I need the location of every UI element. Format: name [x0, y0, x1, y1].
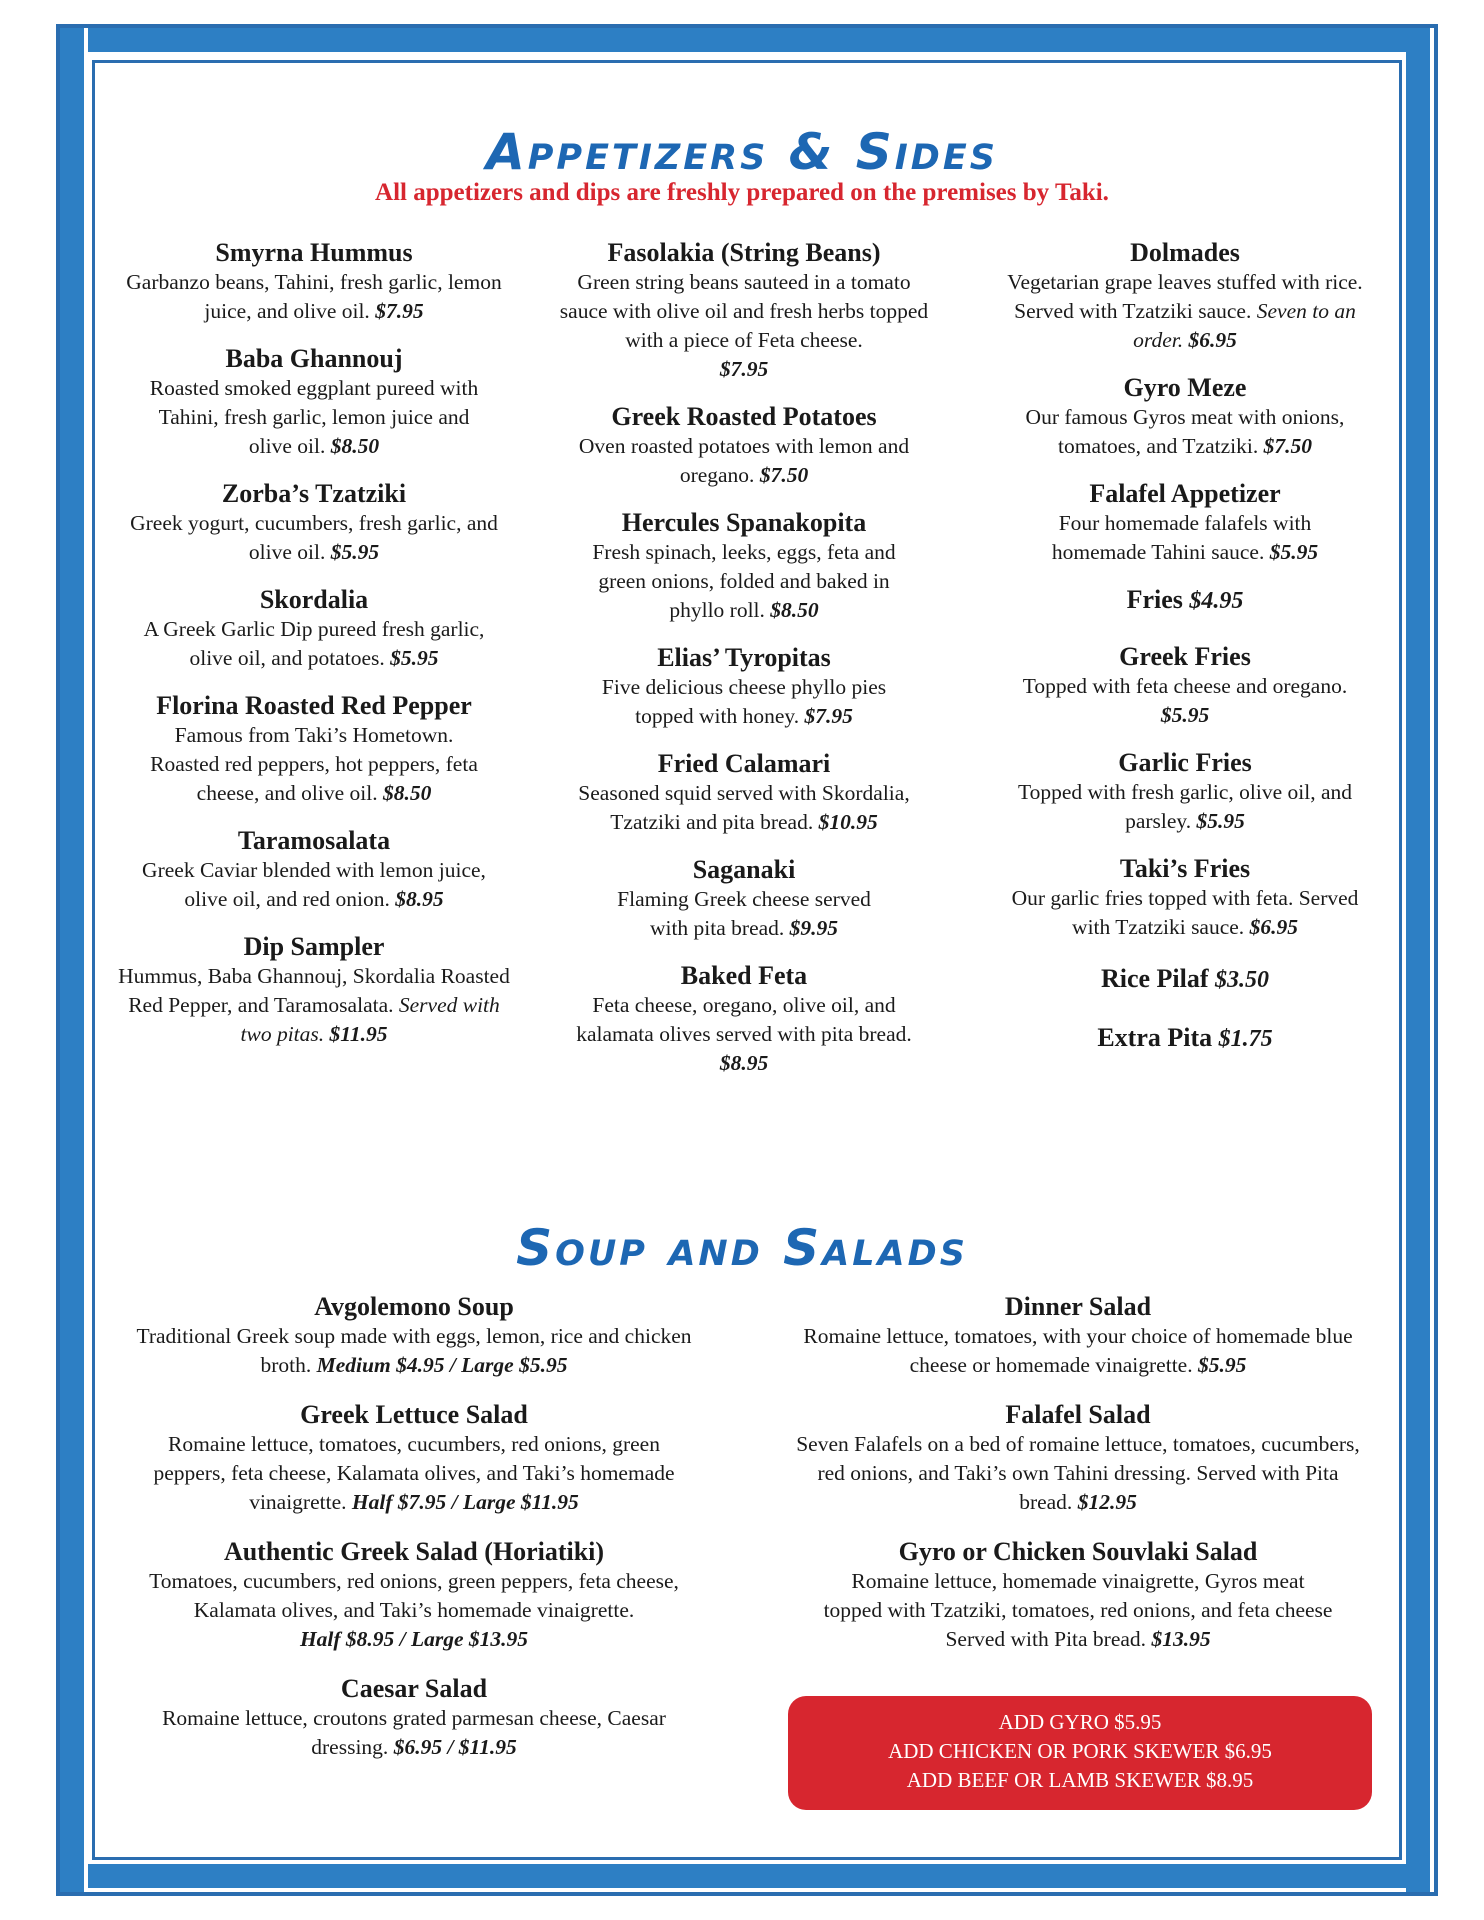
menu-item — [780, 1537, 1376, 1654]
item-price: $8.50 — [330, 434, 380, 458]
item-desc: Four homemade falafels with homemade Tahini sauce. — [1051, 511, 1312, 564]
item-desc: Green string beans sauteed in a tomato sauce with olive oil and fresh herbs topped with a piece of Feta cheese. — [559, 270, 929, 352]
item-name: Greek Fries — [1119, 642, 1251, 671]
item-desc: Traditional Greek soup made with eggs, lemon, rice and chicken broth. — [136, 1324, 692, 1377]
item-price: $7.50 — [1263, 434, 1312, 458]
menu-item — [118, 585, 510, 673]
item-price: Half $7.95 / Large $11.95 — [351, 1490, 579, 1514]
menu-item — [996, 479, 1374, 567]
menu-item — [552, 855, 936, 943]
menu-item — [780, 1292, 1376, 1380]
item-name: Skordalia — [259, 585, 369, 614]
menu-item — [552, 238, 936, 384]
item-name: Caesar Salad — [340, 1674, 488, 1703]
menu-item — [118, 691, 510, 808]
item-price: $6.95 / $11.95 — [393, 1735, 517, 1759]
item-name: Florina Roasted Red Pepper — [156, 691, 472, 720]
soups-column-left — [118, 1292, 710, 1780]
appetizer-column-3 — [996, 238, 1374, 1072]
item-name: Fried Calamari — [657, 749, 831, 778]
item-price: $7.95 — [375, 299, 424, 323]
item-price: $8.50 — [382, 781, 432, 805]
menu-item — [118, 1292, 710, 1380]
item-price: $1.75 — [1218, 1026, 1273, 1052]
item-desc: Famous from Taki’s Hometown. Roasted red peppers, hot peppers, feta cheese, and olive oil. — [150, 723, 478, 805]
appetizers-heading: Appetizers & Sides — [486, 123, 998, 181]
appetizer-column-2 — [552, 238, 936, 1096]
menu-item — [118, 479, 510, 567]
item-price: Medium $4.95 / Large $5.95 — [316, 1353, 568, 1377]
item-price: $10.95 — [818, 810, 878, 834]
item-desc: Topped with fresh garlic, olive oil, and parsley. — [1017, 780, 1353, 833]
item-desc: Romaine lettuce, croutons grated parmesan cheese, Caesar dressing. — [162, 1706, 666, 1759]
menu-item — [996, 964, 1374, 995]
appetizers-subtitle: All appetizers and dips are freshly prepared on the premises by Taki. — [375, 179, 1109, 206]
menu-item — [996, 238, 1374, 355]
addon-line: ADD CHICKEN OR PORK SKEWER $6.95 — [888, 1739, 1272, 1763]
item-desc: Feta cheese, oregano, olive oil, and kalamata olives served with pita bread. — [576, 993, 912, 1046]
greek-key-border-left — [60, 28, 88, 1892]
item-price: $7.50 — [759, 463, 809, 487]
item-desc: A Greek Garlic Dip pureed fresh garlic, olive oil, and potatoes. — [143, 617, 485, 670]
item-desc: Our famous Gyros meat with onions, tomatoes, and Tzatziki. — [1025, 405, 1345, 458]
appetizer-column-1 — [118, 238, 510, 1067]
item-desc: Our garlic fries topped with feta. Served with Tzatziki sauce. — [1011, 886, 1359, 939]
item-desc: Roasted smoked eggplant pureed with Tahini, fresh garlic, lemon juice and olive oil. — [149, 376, 479, 458]
item-price: $7.95 — [804, 704, 853, 728]
item-name: Garlic Fries — [1118, 748, 1252, 777]
menu-item — [552, 749, 936, 837]
item-price: $11.95 — [329, 1022, 388, 1046]
item-desc: Greek Caviar blended with lemon juice, olive oil, and red onion. — [142, 858, 486, 911]
menu-item — [118, 1674, 710, 1762]
item-price: $5.95 — [1160, 703, 1210, 727]
item-name: Rice Pilaf — [1100, 964, 1209, 993]
item-price: $7.95 — [719, 357, 769, 381]
item-name: Zorba’s Tzatziki — [221, 479, 407, 508]
menu-item — [996, 1023, 1374, 1054]
item-name: Authentic Greek Salad (Horiatiki) — [223, 1537, 605, 1566]
addons-box — [788, 1696, 1372, 1810]
item-name: Baked Feta — [680, 961, 808, 990]
item-price: $3.50 — [1215, 967, 1270, 993]
item-name: Elias’ Tyropitas — [657, 643, 831, 672]
item-price: $8.50 — [770, 598, 819, 622]
item-desc: Topped with feta cheese and oregano. — [1022, 674, 1348, 698]
item-price: $9.95 — [789, 916, 839, 940]
item-name: Falafel Appetizer — [1089, 479, 1281, 508]
item-name: Dinner Salad — [1004, 1292, 1152, 1321]
item-desc: Flaming Greek cheese served with pita bread. — [617, 887, 871, 940]
menu-item — [118, 826, 510, 914]
menu-item — [996, 642, 1374, 730]
item-price: $6.95 — [1188, 328, 1237, 352]
item-desc: Greek yogurt, cucumbers, fresh garlic, and olive oil. — [130, 511, 498, 564]
menu-item — [118, 1400, 710, 1517]
item-price: $8.95 — [719, 1051, 769, 1075]
menu-item — [118, 238, 510, 326]
item-name: Fries — [1126, 585, 1183, 614]
item-desc: Romaine lettuce, homemade vinaigrette, Gyros meat topped with Tzatziki, tomatoes, red onions, and feta cheese Served with Pita bread. — [823, 1569, 1333, 1651]
item-name: Falafel Salad — [1005, 1400, 1151, 1429]
item-desc: Romaine lettuce, tomatoes, cucumbers, red onions, green peppers, feta cheese, Kalamata olives, and Taki’s homemade vinaigrette. — [153, 1432, 675, 1514]
menu-item — [552, 961, 936, 1078]
item-name: Greek Roasted Potatoes — [611, 402, 877, 431]
item-name: Smyrna Hummus — [215, 238, 413, 267]
item-price: $5.95 — [1197, 1353, 1247, 1377]
menu-item — [996, 373, 1374, 461]
item-name: Greek Lettuce Salad — [300, 1400, 528, 1429]
menu-item — [996, 854, 1374, 942]
item-name: Hercules Spanakopita — [621, 508, 867, 537]
menu-item — [780, 1400, 1376, 1517]
item-name: Fasolakia (String Beans) — [607, 238, 881, 267]
item-price: Half $8.95 / Large $13.95 — [299, 1627, 529, 1651]
item-desc: Tomatoes, cucumbers, red onions, green peppers, feta cheese, Kalamata olives, and Taki’s homemade vinaigrette. — [149, 1569, 679, 1622]
item-desc: Garbanzo beans, Tahini, fresh garlic, lemon juice, and olive oil. — [126, 270, 502, 323]
item-desc: Romaine lettuce, tomatoes, with your choice of homemade blue cheese or homemade vinaigrette. — [803, 1324, 1353, 1377]
menu-item — [996, 748, 1374, 836]
menu-item — [552, 643, 936, 731]
item-name: Taki’s Fries — [1119, 854, 1251, 883]
item-desc: Five delicious cheese phyllo pies topped with honey. — [601, 675, 887, 728]
greek-key-border-top — [60, 28, 1434, 56]
item-price: $5.95 — [330, 540, 380, 564]
addon-line: ADD GYRO $5.95 — [998, 1710, 1162, 1734]
item-name: Taramosalata — [237, 826, 391, 855]
menu-item — [118, 932, 510, 1049]
menu-item — [118, 1537, 710, 1654]
addon-line: ADD BEEF OR LAMB SKEWER $8.95 — [906, 1768, 1254, 1792]
item-price: $13.95 — [1151, 1627, 1211, 1651]
item-name: Dolmades — [1130, 238, 1240, 267]
item-desc: Hummus, Baba Ghannouj, Skordalia Roasted Red Pepper, and Taramosalata. — [118, 964, 510, 1017]
item-desc: Oven roasted potatoes with lemon and oregano. — [578, 434, 910, 487]
item-name: Saganaki — [692, 855, 796, 884]
soups-heading: Soup and Salads — [516, 1219, 968, 1277]
menu-item — [552, 402, 936, 490]
soups-column-right — [780, 1292, 1376, 1672]
item-name: Gyro Meze — [1123, 373, 1247, 402]
item-desc: Seven Falafels on a bed of romaine lettuce, tomatoes, cucumbers, red onions, and Taki’s own Tahini dressing. Served with Pita bread. — [796, 1432, 1360, 1514]
item-price: $5.95 — [1196, 809, 1245, 833]
greek-key-border-right — [1406, 28, 1434, 1892]
item-desc: Vegetarian grape leaves stuffed with rice. Served with Tzatziki sauce. — [1007, 270, 1363, 323]
item-name: Extra Pita — [1097, 1023, 1213, 1052]
item-price: $12.95 — [1077, 1490, 1137, 1514]
menu-item — [552, 508, 936, 625]
item-name: Baba Ghannouj — [225, 344, 403, 373]
item-desc: Seasoned squid served with Skordalia, Tzatziki and pita bread. — [578, 781, 910, 834]
menu-item — [118, 344, 510, 461]
item-price: $6.95 — [1249, 915, 1298, 939]
item-name: Dip Sampler — [243, 932, 385, 961]
item-desc: Fresh spinach, leeks, eggs, feta and green onions, folded and baked in phyllo roll. — [592, 540, 896, 622]
item-price: $4.95 — [1189, 588, 1244, 614]
greek-key-border-bottom — [60, 1864, 1434, 1892]
item-price: $8.95 — [395, 887, 444, 911]
item-name: Avgolemono Soup — [314, 1292, 514, 1321]
item-price: $5.95 — [1269, 540, 1319, 564]
menu-item — [996, 585, 1374, 616]
item-price: $5.95 — [390, 646, 439, 670]
item-note: Served with two pitas. — [240, 993, 500, 1046]
item-note: Seven to an order. — [1133, 299, 1356, 352]
item-name: Gyro or Chicken Souvlaki Salad — [898, 1537, 1258, 1566]
